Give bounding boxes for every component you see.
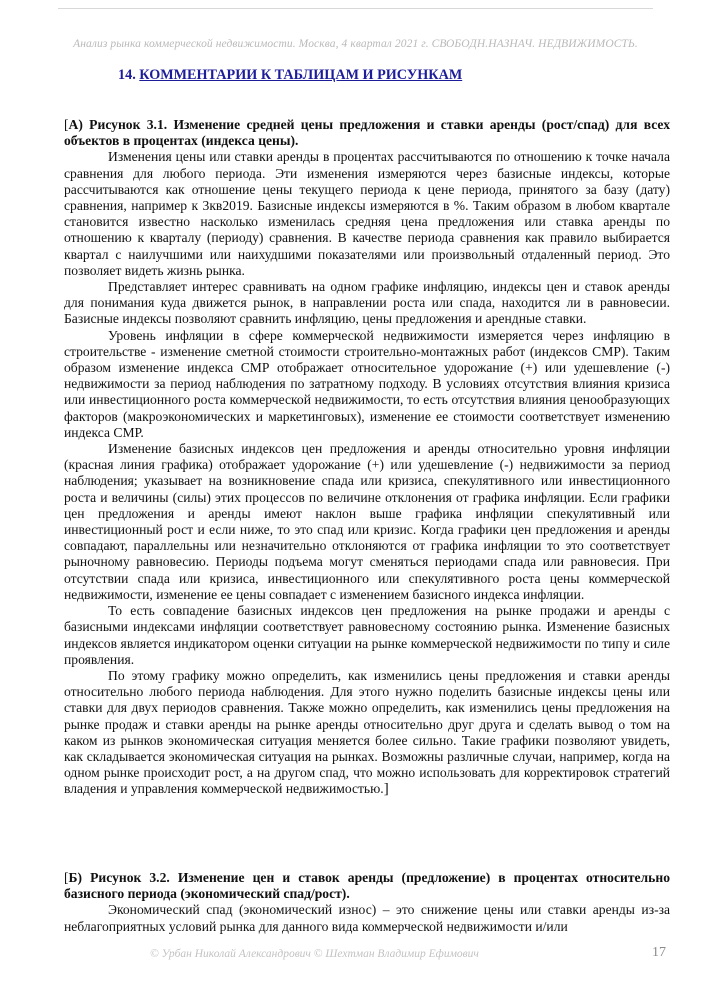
block-a xyxy=(64,117,670,798)
open-bracket: [ xyxy=(64,870,69,885)
paragraph: Уровень инфляции в сфере коммерческой недвижимости измеряется через инфляцию в строительстве - изменение сметной стоимости строительно-монтажных работ (индексов СМР). Таким образом изменение индекса СМР отображает относительное удорожание (+) или удешевление (-) недвижимости за период наблюдения по затратному подходу. В условиях отсутствия влияния кризиса или инвестиционного роста коммерческой недвижимости, то есть отсутствия влияния ценообразующих факторов (макроэкономических и маркетинговых), изменение ее стоимости соответствует изменению индекса СМР. xyxy=(64,327,670,440)
paragraph: То есть совпадение базисных индексов цен предложения на рынке продажи и аренды с базисными индексами инфляции соответствует равновесному состоянию рынка. Изменение базисных индексов является индикатором оценки ситуации на рынке коммерческой недвижимости по типу и силе проявления. xyxy=(64,603,670,667)
page-number: 17 xyxy=(652,945,666,960)
paragraph-text: По этому графику можно определить, как изменились цены предложения и ставки аренды относительно любого периода наблюдения. Для этого нужно поделить базисные индексы цены или ставки для двух периодов сравнения. Также можно определить, как изменились цены предложения на рынке продаж и ставки аренды на рынке аренды относительно друг друга и сделать вывод о том на каком из рынков экономическая ситуация меняется более сильно. Такие графики позволяют увидеть, как складывается экономическая ситуация на рынках. Возможны различные случаи, например, когда на одном рынке происходит рост, а на другом спад, что можно использовать для корректировок стратегий владения и управления коммерческой недвижимостью. xyxy=(64,667,670,797)
top-rule xyxy=(58,8,653,9)
block-a-heading xyxy=(64,117,670,149)
section-number: 14. xyxy=(118,67,136,83)
section-title-link[interactable]: КОММЕНТАРИИ К ТАБЛИЦАМ И РИСУНКАМ xyxy=(139,67,463,83)
section-title xyxy=(118,67,462,84)
paragraph: Представляет интерес сравнивать на одном графике инфляцию, индексы цен и ставок аренды для понимания куда движется рынок, в направлении роста или спада, находится ли в равновесии. Базисные индексы позволяют сравнить инфляцию, цены предложения и арендные ставки. xyxy=(64,279,670,327)
block-b-heading xyxy=(64,870,670,902)
paragraph: Изменения цены или ставки аренды в процентах рассчитываются по отношению к точке начала сравнения для любого периода. Эти изменения измеряются через базисные индексы, которые рассчитываются как отношение цены текущего периода к цене периода, принятого за базу (дату) сравнения, например к 3кв2019. Базисные индексы измеряются в %. Таким образом в любом квартале становится известно насколько изменилась средняя цена предложения или ставка аренды по отношению к кварталу (периоду) сравнения. В качестве периода сравнения как правило выбирается квартал с наилучшими или наихудшими показателями или произвольный отдаленный период. Это позволяет видеть жизнь рынка. xyxy=(64,149,670,278)
paragraph: Изменение базисных индексов цен предложения и аренды относительно уровня инфляции (красная линия графика) отображает удорожание (+) или удешевление (-) недвижимости за период наблюдения; указывает на возникновение спада или кризиса, спекулятивного или инвестиционного роста и величины (силы) этих процессов по величине отклонения от графика инфляции. Если графики цен предложения и аренды имеют наклон выше графика инфляции спекулятивный или инвестиционный рост и если ниже, то это спад или кризис. Когда графики цен предложения и аренды совпадают, параллельны или незначительно отклоняются от графика инфляции то это соответствует рыночному равновесию. Периоды подъема могут сменяться периодами спада или равновесия. При отсутствии спада или кризиса, инвестиционного или спекулятивного роста цены коммерческой недвижимости, изменение ее цены совпадает с изменением базисного индекса инфляции. xyxy=(64,441,670,602)
open-bracket: [ xyxy=(64,117,69,132)
block-b-heading-text: Б) Рисунок 3.2. Изменение цен и ставок аренды (предложение) в процентах относительно базисного периода (экономический спад/рост). xyxy=(64,870,670,902)
footer-authors: © Урбан Николай Александрович © Шехтман Владимир Ефимович xyxy=(150,948,479,960)
block-a-heading-text: А) Рисунок 3.1. Изменение средней цены предложения и ставки аренды (рост/спад) для всех объектов в процентах (индекса цены). xyxy=(64,117,670,149)
paragraph: Экономический спад (экономический износ) – это снижение цены или ставки аренды из-за неблагоприятных условий рынка для данного вида коммерческой недвижимости и/или xyxy=(64,902,670,934)
close-bracket: ] xyxy=(383,781,389,798)
block-b xyxy=(64,870,670,935)
paragraph-last xyxy=(64,668,670,798)
running-header: Анализ рынка коммерческой недвижимости. Москва, 4 квартал 2021 г. СВОБОДН.НАЗНАЧ. НЕДВИЖИМОСТЬ. xyxy=(73,38,638,50)
